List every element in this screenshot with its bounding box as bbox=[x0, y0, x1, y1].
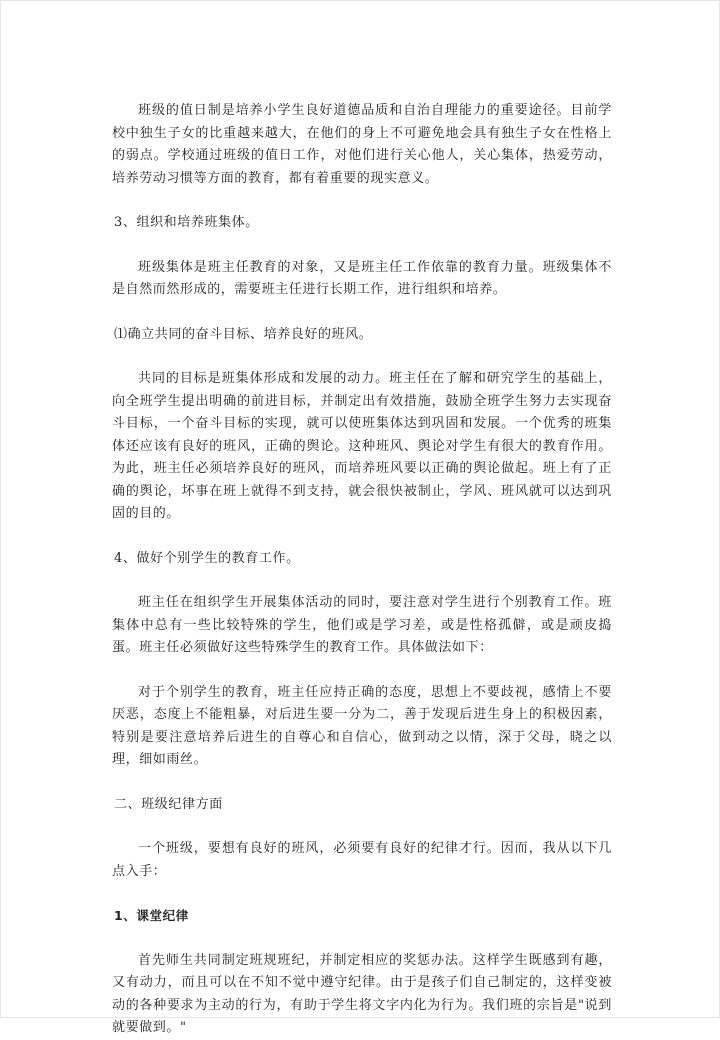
paragraph-class-collective: 班级集体是班主任教育的对象，又是班主任工作依靠的教育力量。班级集体不是自然而然形成的，需要班主任进行长期工作，进行组织和培养。 bbox=[112, 259, 612, 297]
paragraph-individual-work: 班主任在组织学生开展集体活动的同时，要注意对学生进行个别教育工作。班集体中总有一些比较特殊的学生，他们或是学习差，或是性格孤僻，或是顽皮捣蛋。班主任必须做好这些特殊学生的教育工作。具体做法如下： bbox=[112, 595, 612, 655]
paragraph-duty-system: 班级的值日制是培养小学生良好道德品质和自治自理能力的重要途径。目前学校中独生子女的比重越来越大，在他们的身上不可避免地会具有独生子女在性格上的弱点。学校通过班级的值日工作，对他们进行关心他人，关心集体，热爱劳动，培养劳动习惯等方面的教育，都有着重要的现实意义。 bbox=[112, 103, 612, 186]
heading-individual-education: 4、做好个别学生的教育工作。 bbox=[114, 550, 300, 566]
heading-classroom-discipline: 1、课堂纪律 bbox=[114, 908, 189, 923]
paragraph-class-rules: 首先师生共同制定班规班纪，并制定相应的奖惩办法。这样学生既感到有趣，又有动力，而且可以在不知不觉中遵守纪律。由于是孩子们自己制定的，这样变被动的各种要求为主动的行为，有助于学生将文字内化为行为。我们班的宗旨是"说到就要做到。" bbox=[112, 952, 612, 1035]
heading-organize-class: 3、组织和培养班集体。 bbox=[114, 215, 259, 230]
heading-common-goal: ⑴确立共同的奋斗目标、培养良好的班风。 bbox=[114, 326, 373, 342]
paragraph-attitude: 对于个别学生的教育，班主任应持正确的态度，思想上不要歧视，感情上不要厌恶，态度上不能粗暴，对后进生要一分为二，善于发现后进生身上的积极因素，特别是要注意培养后进生的自尊心和自信心，做到动之以情，深于父母，晓之以理，细如雨丝。 bbox=[112, 684, 612, 767]
document-body bbox=[112, 100, 612, 1040]
paragraph-discipline-intro: 一个班级，要想有良好的班风，必须要有良好的纪律才行。因而，我从以下几点入手： bbox=[112, 841, 612, 879]
heading-discipline: 二、班级纪律方面 bbox=[114, 796, 223, 812]
paragraph-common-goal: 共同的目标是班集体形成和发展的动力。班主任在了解和研究学生的基础上，向全班学生提出明确的前进目标，并制定出有效措施，鼓励全班学生努力去实现奋斗目标，一个奋斗目标的实现，就可以使班集体达到巩固和发展。一个优秀的班集体还应该有良好的班风，正确的舆论。这种班风、舆论对学生有很大的教育作用。为此，班主任必须培养良好的班风，而培养班风要以正确的舆论做起。班上有了正确的舆论，坏事在班上就得不到支持，就会很快被制止，学风、班风就可以达到巩固的目的。 bbox=[112, 371, 612, 521]
